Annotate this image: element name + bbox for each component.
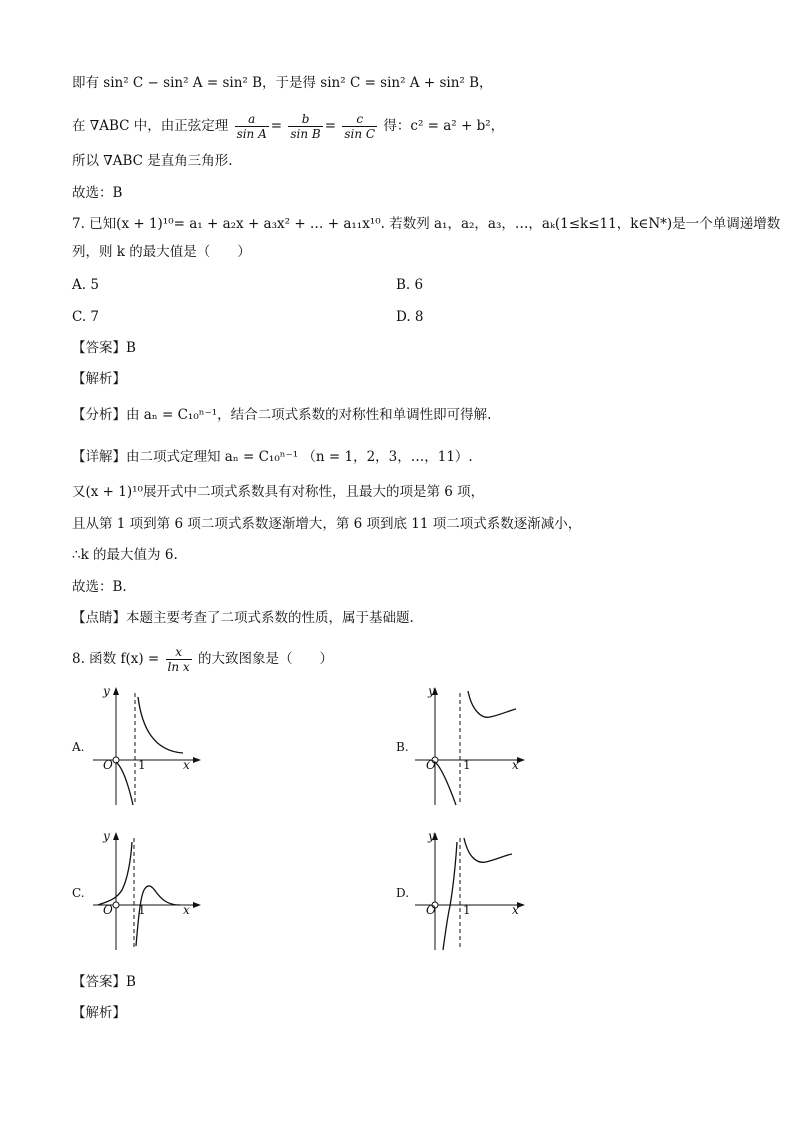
q8-stem-pre: 8. 函数 f(x) = — [72, 651, 164, 667]
text-line-2: 在 ∇ABC 中，由正弦定理 $\frac{a}{\text{sin A}}$ = $\frac{b}{\text{sin B}}$ = $\frac{c}{\text{sin C}}$ 得：c² = a² + b²， — [72, 112, 505, 141]
q8-answer: 【答案】B — [72, 974, 136, 990]
q7-solution-line-1: 又(x + 1)¹⁰展开式中二项式系数具有对称性，且最大的项是第 6 项， — [72, 484, 485, 500]
graph-a-one-label: 1 — [138, 758, 146, 772]
text-line-1: 即有 sin² C − sin² A = sin² B，于是得 sin² C = sin² A + sin² B， — [72, 75, 493, 91]
text-line-4: 故选：B — [72, 185, 123, 201]
graph-b-y-label: y — [428, 684, 435, 698]
q7-option-b: B. 6 — [396, 277, 424, 293]
graph-c-one-label: 1 — [138, 903, 146, 917]
graph-c-y-label: y — [103, 829, 110, 843]
text-line-2-post: 得：c² = a² + b²， — [383, 118, 505, 134]
graph-c — [88, 828, 203, 953]
graph-d — [410, 828, 530, 953]
q8-stem-post: 的大致图象是（ ） — [197, 651, 333, 667]
q7-stem-line-1: 7. 已知(x + 1)¹⁰= a₁ + a₂x + a₃x² + … + a₁₁x¹⁰. 若数列 a₁，a₂，a₃，…，aₖ(1≤k≤11，k∈N*)是一个单调递增数 — [72, 216, 781, 232]
graph-c-origin-label: O — [103, 903, 113, 917]
q7-dianjing: 【点睛】本题主要考查了二项式系数的性质，属于基础题. — [72, 610, 414, 626]
fraction-denominator: ln x — [167, 660, 190, 674]
q7-fenxi: 【分析】由 aₙ = C₁₀ⁿ⁻¹，结合二项式系数的对称性和单调性即可得解. — [72, 407, 492, 423]
fraction-numerator: x — [166, 645, 192, 660]
text-line-2-pre: 在 ∇ABC 中，由正弦定理 — [72, 118, 233, 134]
graph-d-origin-label: O — [426, 903, 436, 917]
graph-a-label: A. — [72, 740, 85, 754]
graph-b-x-label: x — [512, 758, 519, 772]
fraction-denominator: sin B — [290, 127, 321, 141]
q7-solution-line-4: 故选：B. — [72, 579, 127, 595]
fraction-x-over-lnx — [166, 645, 192, 674]
graph-b-origin-label: O — [426, 758, 436, 772]
q7-option-a: A. 5 — [72, 277, 99, 293]
graph-b — [410, 683, 530, 808]
q8-stem — [72, 645, 333, 674]
fraction-a-over-sinA — [235, 112, 269, 141]
fraction-b-over-sinB — [288, 112, 322, 141]
graph-c-x-label: x — [183, 903, 190, 917]
q7-option-d: D. 8 — [396, 309, 424, 325]
graph-a — [88, 683, 203, 808]
fraction-numerator: b — [288, 112, 322, 127]
q7-solution-line-3: ∴k 的最大值为 6. — [72, 547, 178, 563]
q7-option-c: C. 7 — [72, 309, 100, 325]
q7-stem-line-2: 列，则 k 的最大值是（ ） — [72, 244, 251, 260]
fraction-denominator: sin C — [344, 127, 376, 141]
graph-a-origin-label: O — [103, 758, 113, 772]
graph-b-label: B. — [396, 740, 409, 754]
fraction-numerator: a — [235, 112, 269, 127]
text-line-3: 所以 ∇ABC 是直角三角形. — [72, 153, 233, 169]
graph-d-one-label: 1 — [463, 903, 471, 917]
fraction-c-over-sinC — [342, 112, 377, 141]
graph-a-x-label: x — [183, 758, 190, 772]
q7-xiangjie: 【详解】由二项式定理知 aₙ = C₁₀ⁿ⁻¹ （n = 1，2，3，…，11）. — [72, 449, 473, 465]
graph-d-x-label: x — [512, 903, 519, 917]
q7-analysis-heading: 【解析】 — [72, 371, 126, 387]
graph-b-one-label: 1 — [463, 758, 471, 772]
fraction-numerator: c — [342, 112, 377, 127]
q7-answer: 【答案】B — [72, 340, 136, 356]
graph-c-label: C. — [72, 886, 85, 900]
graph-a-y-label: y — [103, 684, 110, 698]
q8-analysis-heading: 【解析】 — [72, 1005, 126, 1021]
fraction-denominator: sin A — [236, 127, 267, 141]
graph-d-label: D. — [396, 886, 410, 900]
q7-solution-line-2: 且从第 1 项到第 6 项二项式系数逐渐增大，第 6 项到底 11 项二项式系数逐渐减小， — [72, 516, 582, 532]
graph-d-y-label: y — [428, 829, 435, 843]
